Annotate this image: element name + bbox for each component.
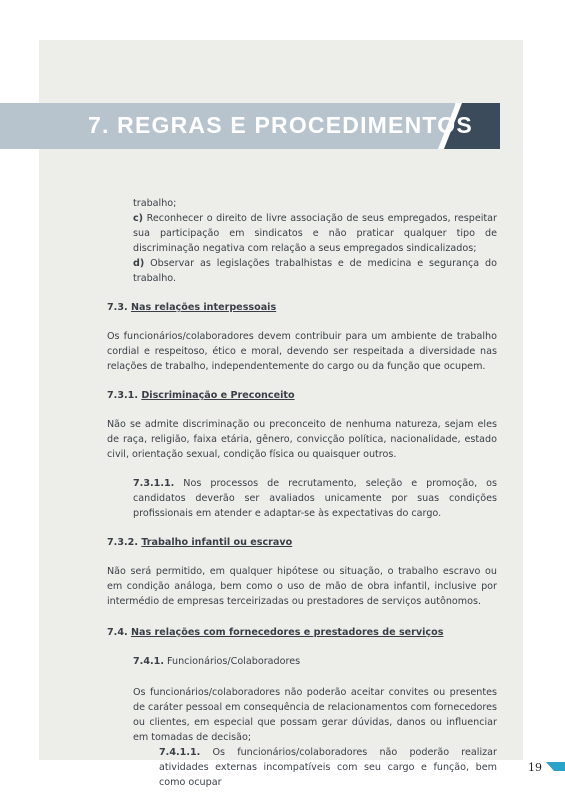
list-text: Reconhecer o direito de livre associação de seus empregados, respeitar sua participação em sindicatos e não praticar qualquer tipo de discriminação negativa com relação a seus empregados sindicalizados; [133,213,497,254]
heading-7-4-1 [107,654,497,669]
subsection-text: Nos processos de recrutamento, seleção e promoção, os candidatos deverão ser avaliados unicamente por suas condições profissionais em atender e adaptar-se às expectativas do cargo. [133,478,497,519]
paragraph-continuation: trabalho; [133,198,177,209]
subsection-number: 7.4.1.1. [159,747,201,758]
heading-title: Nas relações com fornecedores e prestadores de serviços [130,627,444,638]
heading-number: 7.3.2. [107,537,142,548]
page-corner-tab [546,762,565,771]
paragraph-7-3-2: Não será permitido, em qualquer hipótese ou situação, o trabalho escravo ou em condição análoga, bem como o uso de mão de obra infantil, inclusive por intermédio de empresas terceirizadas ou prestadores de serviços autônomos. [107,566,497,607]
heading-number: 7.3.1. [107,390,142,401]
list-item-c [107,211,497,256]
heading-7-3-1 [107,388,497,403]
list-text: Observar as legislações trabalhistas e de medicina e segurança do trabalho. [133,258,497,284]
paragraph-7-3-1-1 [107,476,497,521]
heading-number: 7.4. [107,627,131,638]
paragraph-7-4-1: Os funcionários/colaboradores não poderão aceitar convites ou presentes de caráter pessoal em consequência de relacionamentos com fornecedores ou clientes, em especial que possam gerar dúvidas, danos ou influenciar em tomadas de decisão; [133,687,497,743]
list-label: d) [133,258,145,269]
subsection-number: 7.3.1.1. [133,478,175,489]
document-body [107,196,497,790]
page-number: 19 [528,761,542,774]
list-label: c) [133,213,144,224]
paragraph-7-3-1: Não se admite discriminação ou preconceito de nenhuma natureza, sejam eles de raça, religião, faixa etária, gênero, convicção política, nacionalidade, estado civil, orientação sexual, condição física ou quaisquer outros. [107,419,497,460]
heading-title: Funcionários/Colaboradores [163,656,301,667]
heading-title: Discriminação e Preconceito [141,390,295,401]
paragraph-7-4-1-1 [107,745,497,790]
paragraph-7-3: Os funcionários/colaboradores devem contribuir para um ambiente de trabalho cordial e respeitoso, ético e moral, devendo ser respeitada a diversidade nas relações de trabalho, independentemente do cargo ou da função que ocupem. [107,331,497,372]
heading-title: Nas relações interpessoais [130,302,277,313]
heading-7-3-2 [107,535,497,550]
list-item-d [107,256,497,286]
subsection-text: Os funcionários/colaboradores não poderão realizar atividades externas incompatíveis com seu cargo e função, bem como ocupar [159,747,497,788]
heading-7-4 [107,625,497,640]
heading-title: Trabalho infantil ou escravo [141,537,293,548]
heading-number: 7.3. [107,302,131,313]
section-title: 7. REGRAS E PROCEDIMENTOS [88,112,473,138]
heading-7-3 [107,300,497,315]
heading-number: 7.4.1. [133,656,164,667]
page-corner-tab-shape [546,762,565,771]
